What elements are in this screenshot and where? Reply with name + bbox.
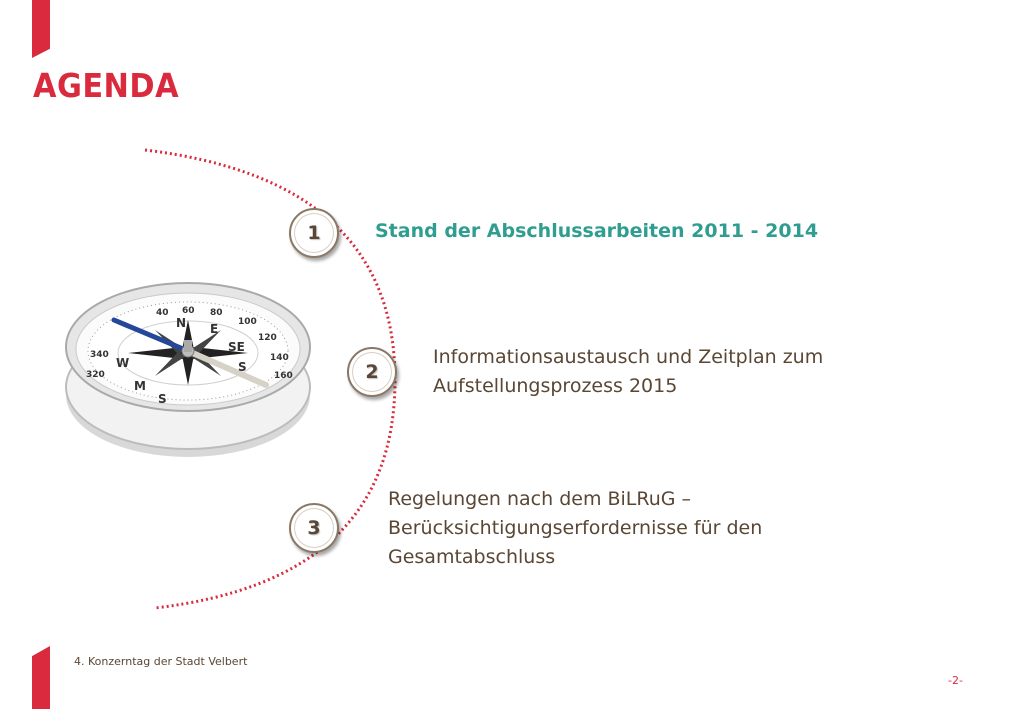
svg-text:340: 340 [90,350,109,360]
footer-event-label: 4. Konzerntag der Stadt Velbert [74,655,248,668]
slide-title: AGENDA [33,66,180,105]
page-number: -2- [948,674,963,687]
agenda-badge-2: 2 [347,347,397,397]
svg-text:E: E [210,322,219,336]
svg-text:N: N [176,316,187,330]
agenda-item-3-line-2: Berücksichtigungserfordernisse für den [388,517,763,539]
svg-text:140: 140 [270,353,289,363]
svg-text:80: 80 [210,308,223,318]
compass-illustration [60,275,322,460]
svg-text:100: 100 [238,317,257,327]
agenda-item-3-line-1: Regelungen nach dem BiLRuG – [388,488,692,510]
agenda-item-3-line-3: Gesamtabschluss [388,546,556,568]
svg-text:320: 320 [86,370,105,380]
svg-text:SE: SE [228,340,245,354]
svg-text:S: S [238,360,247,374]
svg-text:60: 60 [182,306,195,316]
svg-text:40: 40 [156,308,169,318]
agenda-item-2-line-2: Aufstellungsprozess 2015 [433,375,678,397]
agenda-badge-3: 3 [289,503,339,553]
agenda-item-2-line-1: Informationsaustausch und Zeitplan zum [433,346,824,368]
agenda-item-1 [375,217,818,246]
agenda-item-3 [388,485,762,572]
svg-text:120: 120 [258,333,277,343]
svg-text:W: W [116,356,130,370]
accent-bar-bottom [32,646,50,709]
agenda-badge-1: 1 [289,208,339,258]
svg-text:160: 160 [274,371,293,381]
agenda-item-2 [433,343,823,401]
svg-text:M: M [134,379,146,393]
agenda-item-1-line-1: Stand der Abschlussarbeiten 2011 - 2014 [375,220,819,242]
svg-text:S: S [158,392,167,406]
